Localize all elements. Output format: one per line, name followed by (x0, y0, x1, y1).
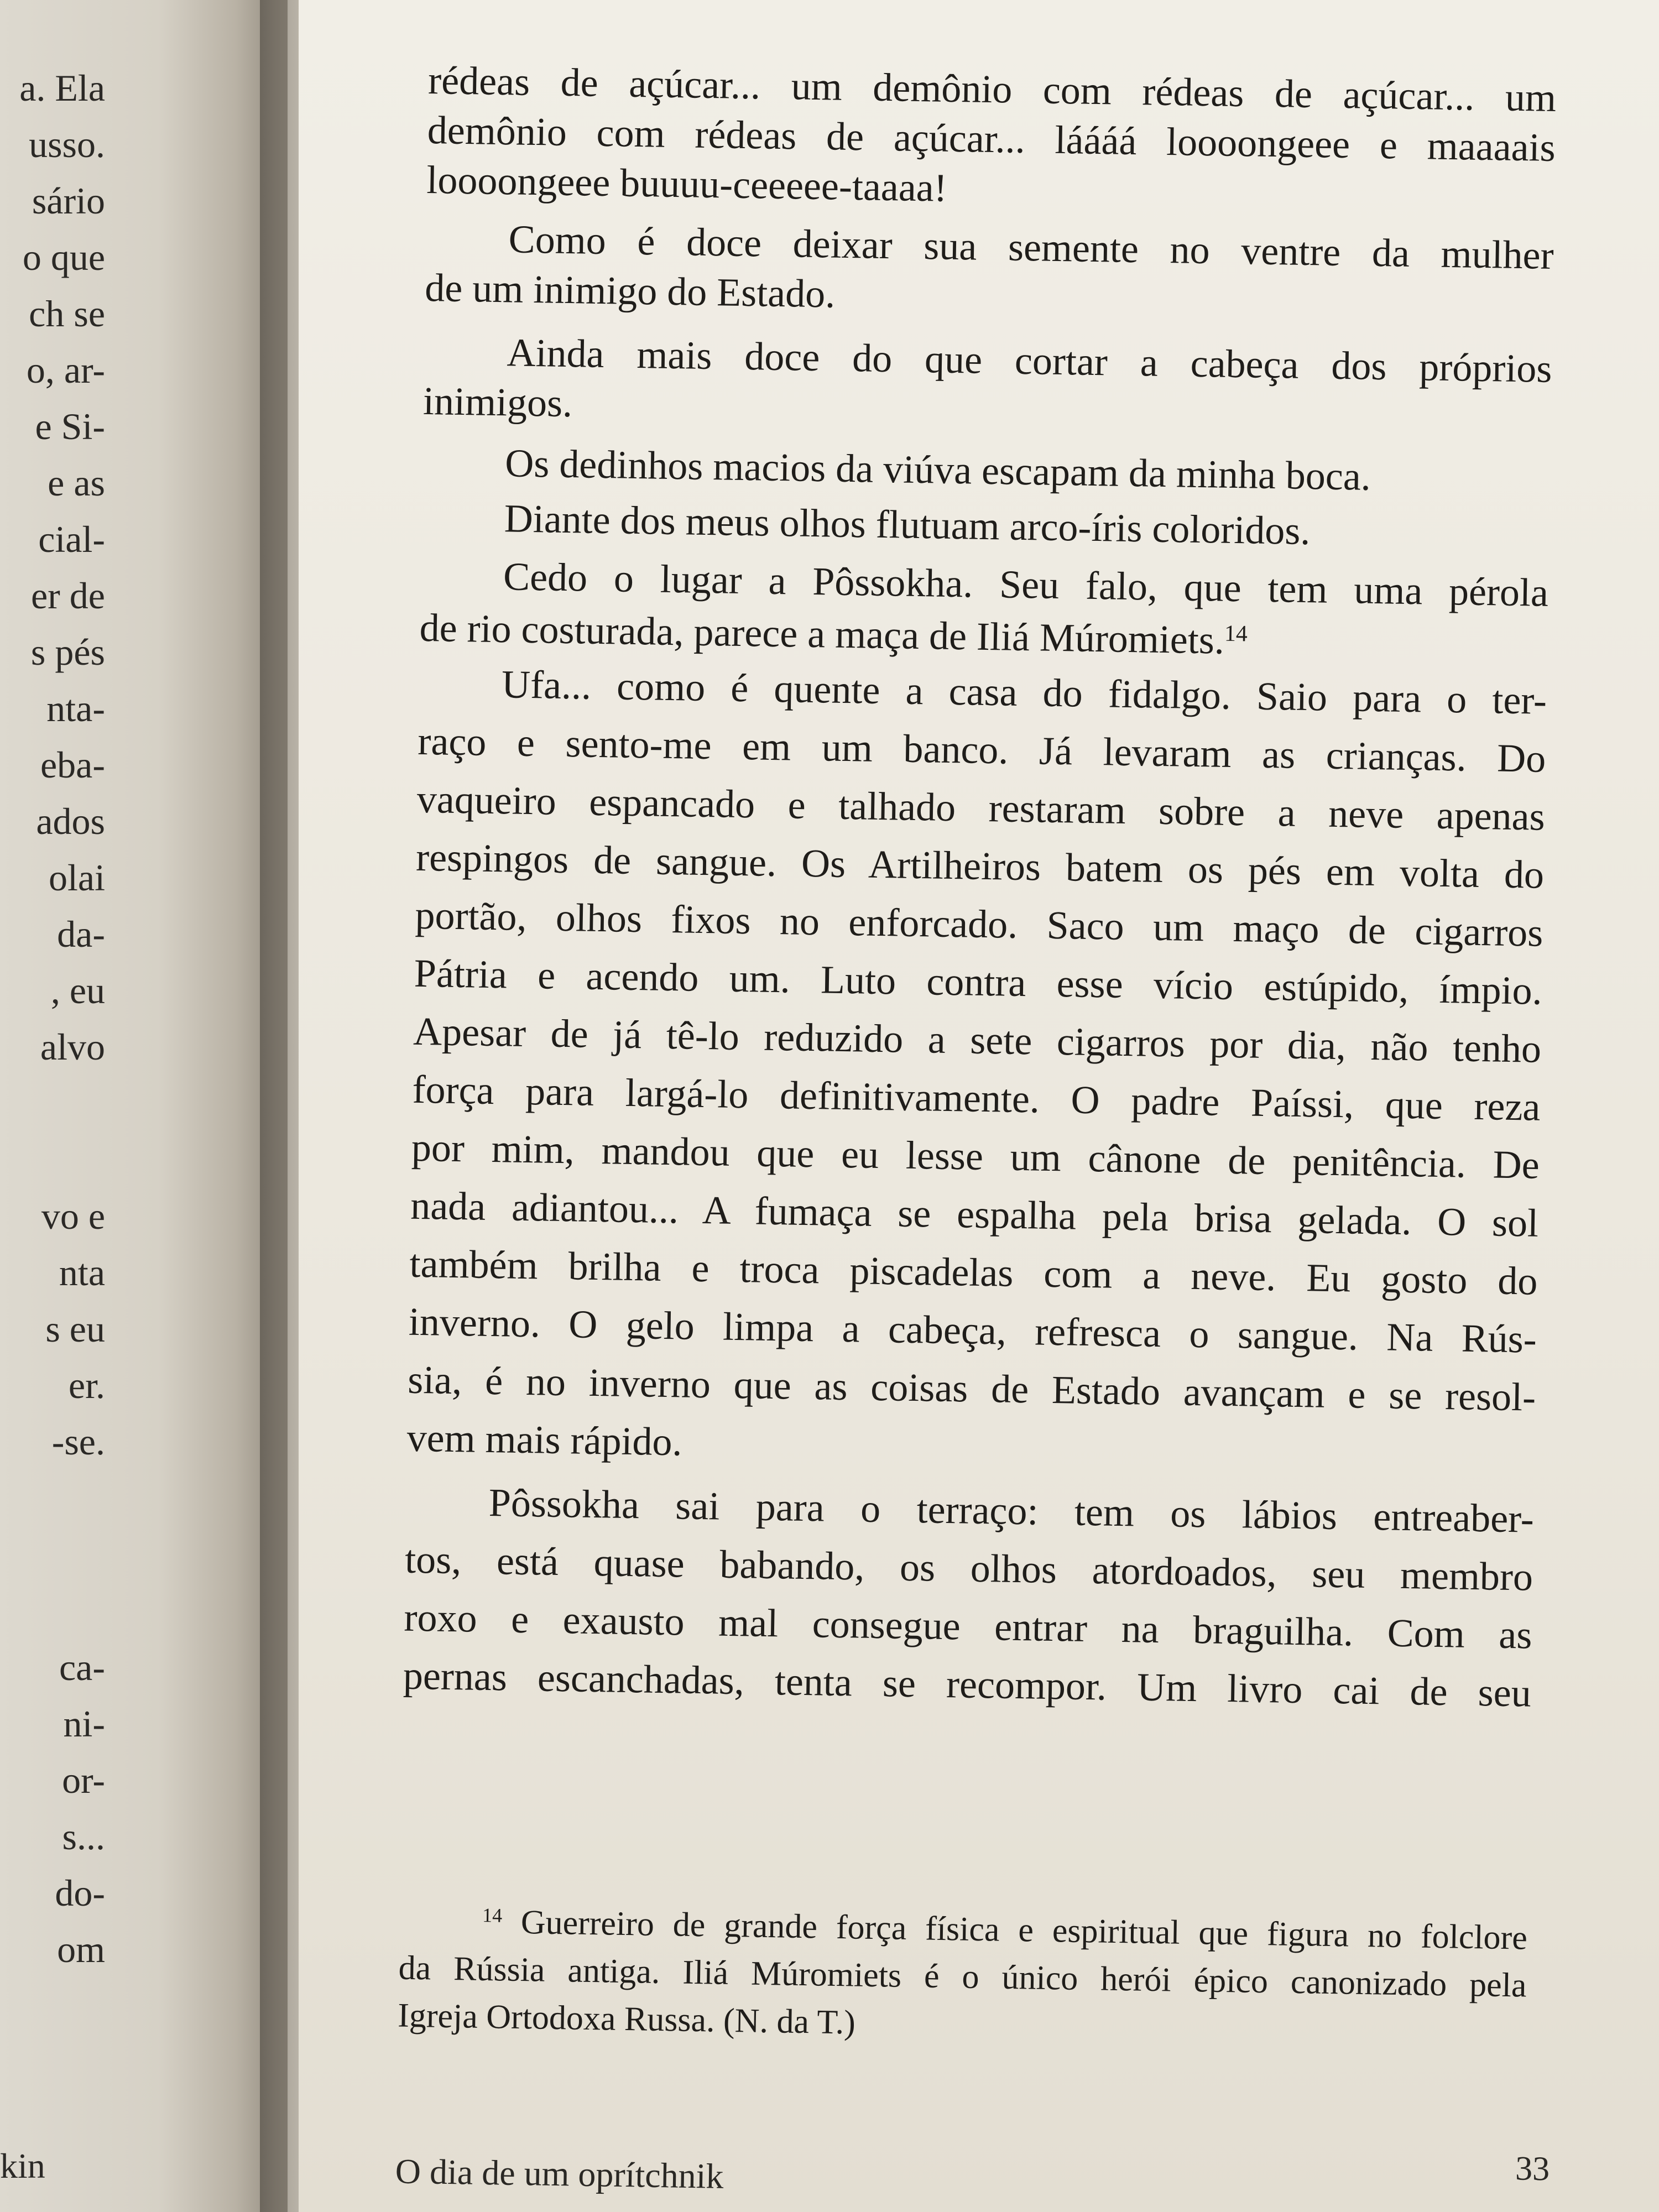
text-line: Como é doce deixar sua semente no ventre da mulher (508, 217, 1554, 278)
left-page-line: usso. (29, 123, 105, 165)
left-page-line: alvo (40, 1026, 105, 1068)
page-number: 33 (1515, 2150, 1550, 2188)
footnote-line: Igreja Ortodoxa Russa. (N. da T.) (397, 1996, 856, 2042)
text-line: rédeas de açúcar... um demônio com rédeas de açúcar... um (427, 58, 1557, 121)
text-line: vaqueiro espancado e talhado restaram sobre a neve apenas (416, 776, 1546, 839)
footnote-line-content: Guerreiro de grande força física e espiritual que figura no folclore (520, 1903, 1528, 1957)
running-footer-title: O dia de um oprítchnik (395, 2151, 724, 2196)
left-page-line: vo e (41, 1195, 105, 1237)
left-page-line: s eu (45, 1308, 105, 1350)
text-line: pernas escanchadas, tenta se recompor. Um livro cai de seu (403, 1653, 1532, 1715)
left-page-line: om (57, 1928, 105, 1970)
text-line: inverno. O gelo limpa a cabeça, refresca o sangue. Na Rús- (408, 1299, 1537, 1361)
footnote-reference: 14 (1224, 620, 1248, 647)
left-page-line: o, ar- (26, 349, 105, 391)
text-line: Ufa... como é quente a casa do fidalgo. Saio para o ter- (501, 662, 1547, 723)
left-page-line: o que (22, 236, 105, 278)
text-line: nada adiantou... A fumaça se espalha pela brisa gelada. O sol (410, 1183, 1539, 1245)
text-line: raço e sento-me em um banco. Já levaram as crianças. Do (417, 718, 1546, 781)
text-line: de um inimigo do Estado. (424, 265, 836, 316)
left-page-line: nta- (46, 687, 105, 729)
text-line: inimigos. (422, 378, 573, 426)
left-page-line: or- (62, 1759, 105, 1801)
text-line: Diante dos meus olhos flutuam arco-íris coloridos. (504, 496, 1311, 554)
right-page (299, 0, 1659, 2212)
left-page-line: cial- (38, 518, 105, 560)
left-page-line: a. Ela (19, 67, 105, 109)
left-page-line: do- (55, 1872, 105, 1914)
text-line: portão, olhos fixos no enforcado. Saco um maço de cigarros (414, 893, 1543, 955)
text-line: força para largá-lo definitivamente. O padre Paíssi, que reza (411, 1067, 1541, 1129)
footnote-line: da Rússia antiga. Iliá Múromiets é o único herói épico canonizado pela (398, 1949, 1527, 2005)
left-page-line: ados (36, 800, 105, 842)
text-line: roxo e exausto mal consegue entrar na braguilha. Com as (403, 1595, 1533, 1657)
text-line: Ainda mais doce do que cortar a cabeça dos próprios (506, 330, 1552, 391)
text-line: tos, está quase babando, os olhos atordoados, seu membro (404, 1537, 1533, 1599)
text-line: Pátria e acendo um. Luto contra esse vício estúpido, ímpio. (414, 951, 1543, 1013)
text-line-content: de rio costurada, parece a maça de Iliá Múromiets. (419, 605, 1225, 662)
left-page-line: e as (48, 462, 105, 504)
left-page-line: ni- (63, 1703, 105, 1745)
left-page-line: sário (32, 180, 105, 222)
left-page-line: ch se (29, 293, 105, 335)
body-text (403, 55, 1557, 1715)
left-page-line: er de (30, 575, 105, 617)
left-page-line: s... (62, 1815, 105, 1858)
left-page-line: er. (68, 1364, 105, 1406)
left-page-line: eba- (40, 744, 105, 786)
footnote-marker: 14 (482, 1904, 503, 1927)
left-page (0, 0, 288, 2212)
text-line: loooongeee buuuu-ceeeee-taaaa! (426, 157, 948, 210)
left-page-line: -se. (51, 1421, 105, 1463)
text-line: Cedo o lugar a Pôssokha. Seu falo, que tem uma pérola (503, 554, 1549, 615)
text-line: demônio com rédeas de açúcar... láááá loooongeee e maaaais (427, 107, 1556, 170)
left-page-line: s pés (30, 631, 105, 673)
footnote (397, 1897, 1528, 2042)
left-page-line: ca- (59, 1646, 105, 1688)
text-line: Apesar de já tê-lo reduzido a sete cigarros por dia, não tenho (413, 1009, 1542, 1071)
text-line: também brilha e troca piscadelas com a neve. Eu gosto do (409, 1241, 1538, 1303)
left-page-line: da- (57, 913, 105, 955)
left-page-footer: kin (0, 2146, 45, 2185)
text-line: respingos de sangue. Os Artilheiros batem os pés em volta do (415, 834, 1545, 897)
left-page-line: olai (49, 857, 105, 899)
text-line: por mim, mandou que eu lesse um cânone de penitência. De (411, 1125, 1540, 1187)
page-text-block (395, 55, 1557, 2196)
left-page-line: nta (59, 1251, 105, 1293)
text-line: Os dedinhos macios da viúva escapam da minha boca. (504, 441, 1371, 499)
text-line: vem mais rápido. (406, 1415, 683, 1464)
text-line: sia, é no inverno que as coisas de Estado avançam e se resol- (407, 1357, 1536, 1420)
left-page-line: e Si- (35, 405, 105, 447)
left-page-line: , eu (50, 969, 105, 1011)
text-line: Pôssokha sai para o terraço: tem os lábios entreaber- (488, 1480, 1535, 1541)
